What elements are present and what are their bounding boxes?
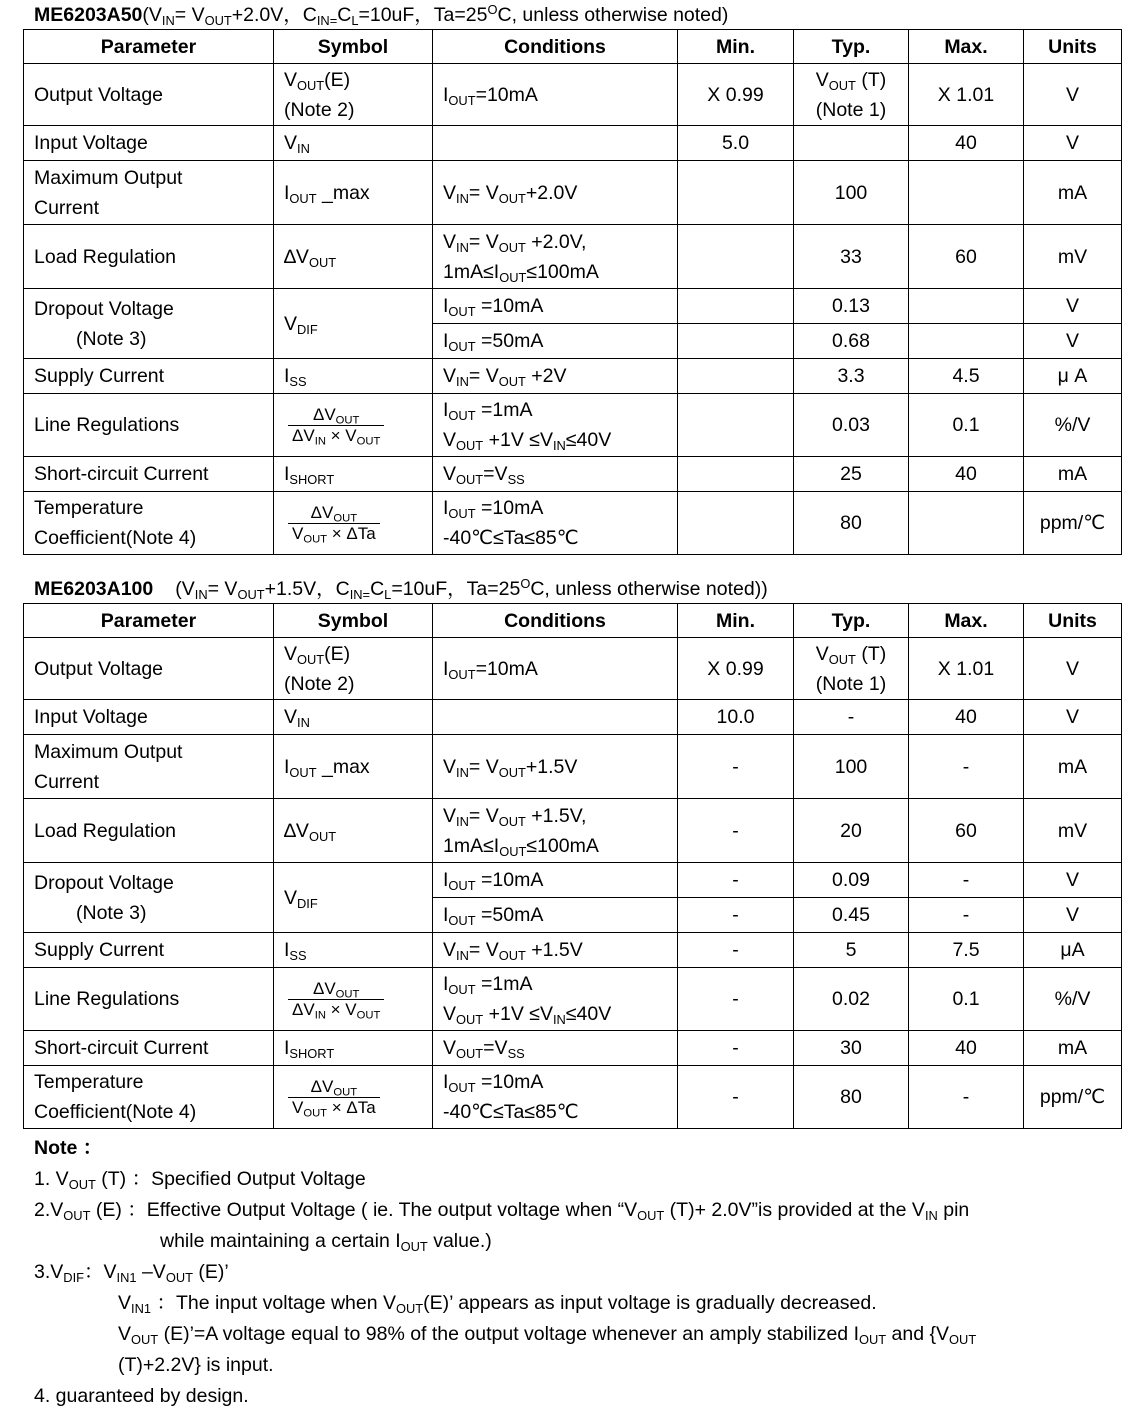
conditions-cell: $I_{OUT} =10mA$ xyxy=(433,863,678,898)
row-load-regulation xyxy=(24,225,1122,289)
note-2: $2.V_{OUT}$ (E) ：Effective Output Voltage ( ie. The output voltage when “$V_{OUT}$ (T)+ 2.0V”is provided at the $V_{IN}$ pin xyxy=(34,1199,970,1223)
table1-conditions: ($V_{IN}= V_{OUT}+2.0V$，$C_{IN=}C_L=10uF$，$Ta=25^OC$, unless otherwise noted) xyxy=(142,1,729,28)
typ-cell: 0.03 xyxy=(794,394,909,457)
min-cell: - xyxy=(678,968,794,1031)
typ-cell: 80 xyxy=(794,492,909,555)
note-3-vin1-definition: $V_{IN1}$ ：The input voltage when $V_{OUT}(E)$’ appears as input voltage is gradually decreased. xyxy=(118,1292,877,1316)
min-cell: - xyxy=(678,863,794,898)
max-cell: 40 xyxy=(909,457,1024,492)
units-cell: μ A xyxy=(1024,359,1122,394)
typ-cell: 3.3 xyxy=(794,359,909,394)
row-output-voltage xyxy=(24,64,1122,126)
header-max: Max. xyxy=(909,604,1024,638)
typ-cell: 20 xyxy=(794,799,909,863)
symbol-cell: $I_{OUT}$ _max xyxy=(274,161,433,225)
header-parameter: Parameter xyxy=(24,604,274,638)
units-cell: mA xyxy=(1024,735,1122,799)
typ-cell: 30 xyxy=(794,1031,909,1066)
units-cell: μA xyxy=(1024,933,1122,968)
max-cell: 40 xyxy=(909,126,1024,161)
param-cell: Input Voltage xyxy=(24,700,274,735)
units-cell: V xyxy=(1024,638,1122,700)
header-max: Max. xyxy=(909,30,1024,64)
max-cell: - xyxy=(909,898,1024,933)
min-cell: - xyxy=(678,1031,794,1066)
min-cell: 10.0 xyxy=(678,700,794,735)
row-input-voltage xyxy=(24,126,1122,161)
fraction xyxy=(288,405,384,446)
conditions-cell: $I_{OUT} =1mA$ $V_{OUT} +1V \le V_{IN}\le 40V$ xyxy=(433,394,678,457)
param-cell: Maximum Output Current xyxy=(24,161,274,225)
typ-cell: 100 xyxy=(794,735,909,799)
max-cell xyxy=(909,161,1024,225)
typ-cell: - xyxy=(794,700,909,735)
units-cell: mV xyxy=(1024,225,1122,289)
max-cell xyxy=(909,492,1024,555)
max-cell: 7.5 xyxy=(909,933,1024,968)
table2 xyxy=(23,603,1122,1129)
units-cell: V xyxy=(1024,289,1122,324)
max-cell: 60 xyxy=(909,225,1024,289)
min-cell xyxy=(678,457,794,492)
units-cell: mA xyxy=(1024,161,1122,225)
min-cell: - xyxy=(678,1066,794,1129)
param-cell: Supply Current xyxy=(24,933,274,968)
param-cell: Temperature Coefficient(Note 4) xyxy=(24,492,274,555)
symbol-cell: $I_{SHORT}$ xyxy=(274,1031,433,1066)
min-cell: - xyxy=(678,799,794,863)
conditions-cell: $I_{OUT} =50mA$ xyxy=(433,324,678,359)
units-cell: mA xyxy=(1024,457,1122,492)
units-cell: V xyxy=(1024,64,1122,126)
row-temperature-coefficient xyxy=(24,492,1122,555)
row-temperature-coefficient xyxy=(24,1066,1122,1129)
units-cell: V xyxy=(1024,898,1122,933)
typ-cell: 0.02 xyxy=(794,968,909,1031)
typ-cell: 0.68 xyxy=(794,324,909,359)
header-conditions: Conditions xyxy=(433,30,678,64)
max-cell: 60 xyxy=(909,799,1024,863)
units-cell: ppm/℃ xyxy=(1024,1066,1122,1129)
row-supply-current xyxy=(24,359,1122,394)
conditions-cell: $I_{OUT} =10mA$ xyxy=(433,289,678,324)
row-short-circuit-current xyxy=(24,1031,1122,1066)
typ-cell: 0.45 xyxy=(794,898,909,933)
param-cell: Dropout Voltage (Note 3) xyxy=(24,863,274,933)
symbol-cell: $I_{OUT}$ _max xyxy=(274,735,433,799)
fraction-denominator: $V_{OUT} \times \Delta Ta$ xyxy=(292,1097,376,1119)
min-cell xyxy=(678,492,794,555)
param-cell: Line Regulations xyxy=(24,394,274,457)
typ-cell: $V_{OUT}$ (T) (Note 1) xyxy=(794,638,909,700)
fraction-numerator: $\Delta V_{OUT}$ xyxy=(288,503,380,524)
min-cell: X 0.99 xyxy=(678,638,794,700)
row-output-voltage xyxy=(24,638,1122,700)
header-symbol: Symbol xyxy=(274,30,433,64)
table1-title xyxy=(34,3,728,27)
row-input-voltage xyxy=(24,700,1122,735)
typ-cell xyxy=(794,126,909,161)
max-cell: - xyxy=(909,863,1024,898)
fraction-denominator: $\Delta V_{IN} \times V_{OUT}$ xyxy=(292,425,381,447)
symbol-cell xyxy=(274,394,433,457)
fraction-numerator: $\Delta V_{OUT}$ xyxy=(288,979,384,1000)
units-cell: mA xyxy=(1024,1031,1122,1066)
row-max-output-current xyxy=(24,161,1122,225)
typ-cell: 80 xyxy=(794,1066,909,1129)
symbol-cell xyxy=(274,968,433,1031)
typ-cell: 0.09 xyxy=(794,863,909,898)
row-supply-current xyxy=(24,933,1122,968)
param-cell: Line Regulations xyxy=(24,968,274,1031)
fraction xyxy=(288,503,380,544)
fraction-numerator: $\Delta V_{OUT}$ xyxy=(288,1077,380,1098)
units-cell: V xyxy=(1024,126,1122,161)
param-cell: Maximum Output Current xyxy=(24,735,274,799)
typ-cell: 0.13 xyxy=(794,289,909,324)
conditions-cell: $I_{OUT} =1mA$ $V_{OUT} +1V \le V_{IN}\le 40V$ xyxy=(433,968,678,1031)
units-cell: V xyxy=(1024,700,1122,735)
header-typ: Typ. xyxy=(794,30,909,64)
param-cell: Input Voltage xyxy=(24,126,274,161)
note-1: 1. $V_{OUT}$ (T) ：Specified Output Voltage xyxy=(34,1168,366,1192)
max-cell: X 1.01 xyxy=(909,64,1024,126)
param-cell: Dropout Voltage (Note 3) xyxy=(24,289,274,359)
typ-cell: 100 xyxy=(794,161,909,225)
table1-model: ME6203A50 xyxy=(34,4,143,26)
conditions-cell: $I_{OUT} =10mA$ -40℃≤Ta≤85℃ xyxy=(433,1066,678,1129)
max-cell: 0.1 xyxy=(909,968,1024,1031)
typ-cell: 33 xyxy=(794,225,909,289)
conditions-cell xyxy=(433,126,678,161)
symbol-cell: $V_{IN}$ xyxy=(274,700,433,735)
header-typ: Typ. xyxy=(794,604,909,638)
units-cell: %/V xyxy=(1024,394,1122,457)
param-cell: Load Regulation xyxy=(24,225,274,289)
param-cell: Short-circuit Current xyxy=(24,1031,274,1066)
note-3-continuation: (T)+2.2V} is input. xyxy=(118,1354,274,1376)
units-cell: V xyxy=(1024,324,1122,359)
fraction-denominator: $\Delta V_{IN} \times V_{OUT}$ xyxy=(292,999,381,1021)
conditions-cell: $V_{OUT}=V_{SS}$ xyxy=(433,1031,678,1066)
min-cell: X 0.99 xyxy=(678,64,794,126)
row-dropout-voltage-10ma xyxy=(24,863,1122,898)
symbol-cell xyxy=(274,1066,433,1129)
min-cell: - xyxy=(678,735,794,799)
min-cell: - xyxy=(678,933,794,968)
symbol-cell xyxy=(274,492,433,555)
row-short-circuit-current xyxy=(24,457,1122,492)
conditions-cell: $V_{IN}= V_{OUT} +2.0V$, $1mA\le I_{OUT}\le 100mA$ xyxy=(433,225,678,289)
min-cell xyxy=(678,359,794,394)
conditions-cell: $V_{OUT}=V_{SS}$ xyxy=(433,457,678,492)
max-cell: 40 xyxy=(909,1031,1024,1066)
typ-cell: 5 xyxy=(794,933,909,968)
max-cell xyxy=(909,324,1024,359)
conditions-cell: $I_{OUT} =50mA$ xyxy=(433,898,678,933)
symbol-cell: $V_{DIF}$ xyxy=(274,289,433,359)
max-cell: - xyxy=(909,1066,1024,1129)
fraction-numerator: $\Delta V_{OUT}$ xyxy=(288,405,384,426)
min-cell: 5.0 xyxy=(678,126,794,161)
symbol-cell: $I_{SHORT}$ xyxy=(274,457,433,492)
conditions-cell: $I_{OUT}=10mA$ xyxy=(433,64,678,126)
units-cell: ppm/℃ xyxy=(1024,492,1122,555)
header-min: Min. xyxy=(678,604,794,638)
table-header-row xyxy=(24,604,1122,638)
fraction-denominator: $V_{OUT} \times \Delta Ta$ xyxy=(292,523,376,545)
conditions-cell: $I_{OUT} =10mA$ -40℃≤Ta≤85℃ xyxy=(433,492,678,555)
symbol-cell: $\Delta V_{OUT}$ xyxy=(274,799,433,863)
table2-conditions: ($V_{IN}= V_{OUT}+1.5V$，$C_{IN=}C_L=10uF$，$Ta=25^OC$, unless otherwise noted)) xyxy=(175,575,768,602)
table1 xyxy=(23,29,1122,555)
symbol-cell: $I_{SS}$ xyxy=(274,359,433,394)
max-cell xyxy=(909,289,1024,324)
min-cell: - xyxy=(678,898,794,933)
symbol-cell: $I_{SS}$ xyxy=(274,933,433,968)
header-min: Min. xyxy=(678,30,794,64)
param-cell: Short-circuit Current xyxy=(24,457,274,492)
row-load-regulation xyxy=(24,799,1122,863)
row-max-output-current xyxy=(24,735,1122,799)
min-cell xyxy=(678,324,794,359)
note-4: 4. guaranteed by design. xyxy=(34,1385,249,1407)
table2-title xyxy=(34,577,768,601)
conditions-cell: $V_{IN}= V_{OUT}+2.0V$ xyxy=(433,161,678,225)
min-cell xyxy=(678,289,794,324)
header-parameter: Parameter xyxy=(24,30,274,64)
conditions-cell: $V_{IN}= V_{OUT} +1.5V$ xyxy=(433,933,678,968)
symbol-cell: $V_{OUT}(E)$ (Note 2) xyxy=(274,638,433,700)
units-cell: V xyxy=(1024,863,1122,898)
conditions-cell: $V_{IN}= V_{OUT}+1.5V$ xyxy=(433,735,678,799)
max-cell: 40 xyxy=(909,700,1024,735)
header-units: Units xyxy=(1024,604,1122,638)
table-header-row xyxy=(24,30,1122,64)
table2-model: ME6203A100 xyxy=(34,578,154,600)
max-cell: - xyxy=(909,735,1024,799)
param-cell: Load Regulation xyxy=(24,799,274,863)
symbol-cell: $V_{DIF}$ xyxy=(274,863,433,933)
note-2-continuation: while maintaining a certain $I_{OUT}$ value.) xyxy=(160,1230,492,1254)
header-conditions: Conditions xyxy=(433,604,678,638)
conditions-cell: $I_{OUT}=10mA$ xyxy=(433,638,678,700)
max-cell: 0.1 xyxy=(909,394,1024,457)
units-cell: %/V xyxy=(1024,968,1122,1031)
header-units: Units xyxy=(1024,30,1122,64)
notes-section xyxy=(34,1133,1080,1412)
param-cell: Supply Current xyxy=(24,359,274,394)
symbol-cell: $\Delta V_{OUT}$ xyxy=(274,225,433,289)
units-cell: mV xyxy=(1024,799,1122,863)
param-cell: Temperature Coefficient(Note 4) xyxy=(24,1066,274,1129)
conditions-cell xyxy=(433,700,678,735)
min-cell xyxy=(678,394,794,457)
symbol-cell: $V_{OUT}(E)$ (Note 2) xyxy=(274,64,433,126)
typ-cell: 25 xyxy=(794,457,909,492)
param-cell: Output Voltage xyxy=(24,638,274,700)
row-dropout-voltage-10ma xyxy=(24,289,1122,324)
header-symbol: Symbol xyxy=(274,604,433,638)
min-cell xyxy=(678,161,794,225)
min-cell xyxy=(678,225,794,289)
notes-heading: Note ： xyxy=(34,1137,103,1159)
fraction xyxy=(288,979,384,1020)
param-cell: Output Voltage xyxy=(24,64,274,126)
fraction xyxy=(288,1077,380,1118)
row-line-regulations xyxy=(24,394,1122,457)
row-line-regulations xyxy=(24,968,1122,1031)
conditions-cell: $V_{IN}= V_{OUT} +1.5V$, $1mA\le I_{OUT}\le 100mA$ xyxy=(433,799,678,863)
max-cell: 4.5 xyxy=(909,359,1024,394)
symbol-cell: $V_{IN}$ xyxy=(274,126,433,161)
conditions-cell: $V_{IN}= V_{OUT} +2V$ xyxy=(433,359,678,394)
max-cell: X 1.01 xyxy=(909,638,1024,700)
note-3: $3.V_{DIF}$：$V_{IN1}$ $-V_{OUT}$ (E)’ xyxy=(34,1261,229,1285)
note-3-vout-definition: $V_{OUT}$ (E)’=A voltage equal to 98% of the output voltage whenever an amply stabilized $I_{OUT}$ and {$V_{OUT}$ xyxy=(118,1323,977,1347)
typ-cell: $V_{OUT}$ (T) (Note 1) xyxy=(794,64,909,126)
